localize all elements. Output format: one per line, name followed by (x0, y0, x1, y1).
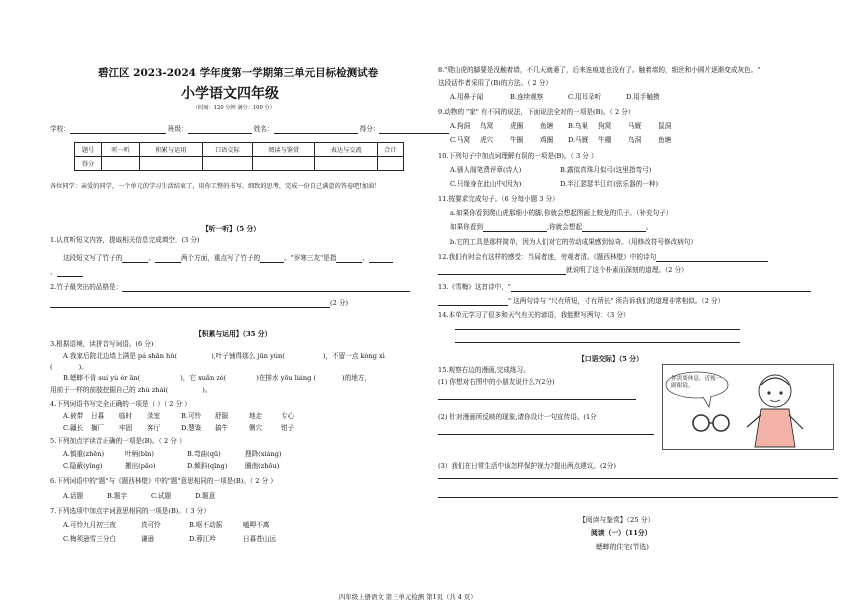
question-4-options-2: C.疆长 搁厂 牢固 客厅 D.慧鉴 搞牛 侧穴 钳子 (63, 424, 295, 432)
question-4-options-1: A.被带 日暮 临时 录室 B.可怜 舒服 地走 专心 (63, 412, 295, 420)
answer-line[interactable] (511, 284, 811, 292)
question-15: 15.观察右边的漫画,完成练习。 (438, 366, 530, 374)
question-10-options-2: C.只缘身在此山中(因为) D.半江瑟瑟半江红(弦乐器的一种) (450, 180, 659, 188)
question-7: 7.下列选项中加点字词意思相同的一项是(B)。（ 3 分） (50, 507, 210, 515)
school-label: 学校： (50, 125, 70, 133)
question-9-options-1: A.狗洞 鸟窝 虎圈 鱼塘 B.鸟巢 狗窝 马厩 鼠洞 (450, 122, 672, 130)
question-5: 5.下列加点字读音正确的一项是(B)。（ 2 分 ） (50, 437, 186, 445)
time-info: （时间：120 分钟 满分：100 分） (193, 105, 275, 111)
section-accumulation: 【积累与运用】（35 分） (195, 330, 272, 338)
question-11: 11.按要求完成句子。（6 分每小题 3 分） (438, 195, 559, 203)
question-9: 9.动物的 "家" 有不同的说法，下面说法全对的一项是(B)。（ 2 分） (438, 108, 635, 116)
exam-notice: 各位同学：亲爱的同学，一个单元的学习生活结束了，用你工整的书写、细致的思考，完成一份自己满意的答卷吧!加油！ (50, 183, 381, 190)
question-7-options-1: A.可怜九月初三夜 真可怜 B.呕不动摇 嗑呷不离 (63, 521, 270, 529)
question-3c: 用前于一样的前肢挖掘自己的 zhù zhái( )。 (50, 386, 212, 394)
question-8-options: A.用鼻子闻 B.连续观察 C.用耳朵听 D.用手触摸 (450, 93, 660, 101)
question-1: 1.认真听短文内容，提取相关信息完成填空．(3 分) (50, 236, 200, 244)
cartoon-illustration (662, 364, 834, 450)
name-label: 姓名： (253, 125, 274, 133)
question-11a-answer: 如果你看到 ,你就会想起 。 (450, 223, 653, 231)
score-cell[interactable] (377, 157, 403, 171)
table-header-cell: 表达与交流 (315, 143, 377, 157)
question-2-line2: (2 分) (50, 299, 348, 308)
question-7-options-2: C.梅须逊雪三分白 谦逊 D.蓉江吟 日暮苍山远 (63, 535, 276, 543)
score-cell[interactable] (252, 157, 314, 171)
question-3a: A 我家后院北边墙上满是 pá shān hǔ( ),叶子铺得那么 jūn yún( )，不留一点 kòng xì (63, 352, 385, 360)
answer-line[interactable] (438, 267, 566, 275)
reading-passage-title: 蟋蟀的住宅(节选) (596, 543, 649, 551)
question-15-3: (3）我们在日常生活中该怎样保护视力?提出两点建议。(2分) (438, 462, 616, 470)
section-reading: 【阅读与鉴赏】（25 分） (579, 516, 655, 524)
question-6: 6.下列词语中的"题"与《题西林壁》中的"题"意思相同的一项是(B)。（ 2 分 ） (50, 477, 277, 485)
question-3: 3.根据语境，读拼音写词语。(6 分) (50, 340, 154, 348)
table-header-cell: 积累与运用 (140, 143, 202, 157)
answer-blank[interactable] (483, 224, 547, 232)
class-label: 班级： (167, 125, 188, 133)
answer-blank[interactable] (155, 255, 181, 263)
exam-title: 碧江区 2023-2024 学年度第一学期第三单元目标检测试卷 (98, 67, 379, 79)
question-11a: a.如果你看到爬山虎那细小的脚,你就会想起图画上蛟龙的爪子。（补充句子） (450, 209, 673, 217)
answer-blank[interactable] (336, 255, 362, 263)
question-5-options-1: A.慎重(zhēn) 叶柄(bǐn) B.弯曲(qū) 搜降(xiáng) (63, 450, 282, 458)
answer-blank[interactable] (369, 255, 393, 263)
question-1-blanks: 这段短文写了竹子的 、 两个方面，重点写了竹子的 。"岁寒三友"是指 、 (63, 254, 393, 263)
answer-blank[interactable] (57, 269, 83, 277)
section-speaking: 【口语交际】（5 分） (578, 355, 643, 363)
table-header-cell: 题号 (75, 143, 102, 157)
question-3a-cont: ( )。 (50, 363, 88, 371)
answer-blank[interactable] (122, 255, 148, 263)
exam-subtitle: 小学语文四年级 (181, 86, 279, 102)
score-cell[interactable] (315, 157, 377, 171)
answer-blank[interactable] (260, 255, 284, 263)
question-5-options-2: C.隐蔽(yǐng) 搬出(pāo) D.倾斜(qīng) 圈南(zhōu) (63, 462, 280, 470)
question-15-1: (1) 你想对右图中的小朋友说什么?(2分) (438, 378, 555, 386)
question-13-line2: " 这两句诗与 "尺有所短，寸有所长" 所告诉我们的道理非常相似。（2 分） (438, 297, 724, 306)
question-11b: b.它的工具是那样简单，因为人们对它的劳动成果感到惊奇。（用修改符号修改病句） (450, 238, 697, 246)
table-header-cell: 口语交际 (202, 143, 252, 157)
answer-line[interactable] (455, 342, 740, 343)
info-row (50, 125, 449, 134)
question-14: 14.本单元学习了很多和天气有关的谚语，我能默写两句：（3 分） (438, 311, 630, 319)
question-9-options-2: C.马窝 虎穴 牛圈 鸡圈 D.马厩 牛棚 鸟洞 鱼塘 (450, 136, 672, 144)
question-12: 12.我们有时会有这样的感受：当局者迷，旁观者清。《题西林壁》中的诗句 (438, 253, 768, 262)
question-10-options-1: A.骚人阁笔费评章(诗人) B.露似真珠月似弓(这里指弯弓) (450, 166, 652, 174)
question-2: 2.竹子最突出的品格是： (50, 283, 410, 292)
table-header-cell: 听一听 (102, 143, 140, 157)
answer-line[interactable] (656, 254, 768, 262)
score-cell[interactable] (202, 157, 252, 171)
question-10: 10.下列句子中加点词理解有误的一项是(B)。（ 3 分 ） (438, 152, 598, 160)
answer-line[interactable] (438, 434, 654, 435)
answer-blank[interactable] (582, 224, 646, 232)
score-table-score-row (75, 157, 404, 171)
answer-line[interactable] (122, 284, 410, 292)
question-15-2: (2) 针对漫画所反映的现象,请你设计一句宣传语。(1分 (438, 413, 597, 421)
answer-line[interactable] (438, 298, 508, 306)
question-13: 13.《雪梅》这首诗中，" (438, 283, 811, 292)
cartoon-speech-text: 你需要休息，近视一副眼镜。 (671, 376, 722, 389)
score-label: 得分： (359, 125, 380, 133)
score-cell[interactable] (102, 157, 140, 171)
table-header-cell: 阅读与鉴赏 (252, 143, 314, 157)
score-field[interactable] (379, 126, 449, 134)
question-8: 8."爬山虎的脚要是没触着墙，不几天就萎了，后来连痕迹也没有了。触着墙的，细丝和小圆片逐渐变成灰色。" (438, 66, 761, 74)
name-field[interactable] (274, 126, 358, 134)
question-6-options: A.话题 B.题字 C.试题 D.题意 (63, 492, 216, 500)
answer-line[interactable] (50, 300, 330, 308)
question-4: 4.下列词语书写完全正确的一项是（ ）（ 2 分 ） (50, 400, 191, 408)
question-3b: B.蟋蟀不肯 suí yù ér ān( )，它 xuǎn zé( )在排水 yōu liáng ( )的地方， (63, 374, 371, 382)
section-listening: 【听一听】（5 分） (202, 225, 261, 233)
school-field[interactable] (70, 126, 166, 134)
class-field[interactable] (188, 126, 252, 134)
question-8-line2: 这段话作者采用了(B)的方法。（ 2 分） (438, 79, 552, 87)
answer-line[interactable] (438, 478, 838, 479)
score-table (74, 142, 404, 171)
answer-line[interactable] (438, 497, 838, 498)
table-header-cell: 合计 (377, 143, 403, 157)
answer-line[interactable] (455, 329, 740, 330)
answer-line[interactable] (438, 399, 636, 400)
score-cell[interactable] (140, 157, 202, 171)
page-footer: 四年级上册语文 第三单元检测 第1页（共 4 页） (339, 593, 477, 601)
table-row-label: 得分 (75, 157, 102, 171)
question-1-blanks-cont: 、 (50, 268, 83, 277)
reading-part-1: 阅读（一）（11分） (591, 529, 652, 537)
score-table-header-row (75, 143, 404, 157)
question-12-line2: 就说明了这个朴素而深刻的道理。（2 分） (438, 266, 688, 275)
